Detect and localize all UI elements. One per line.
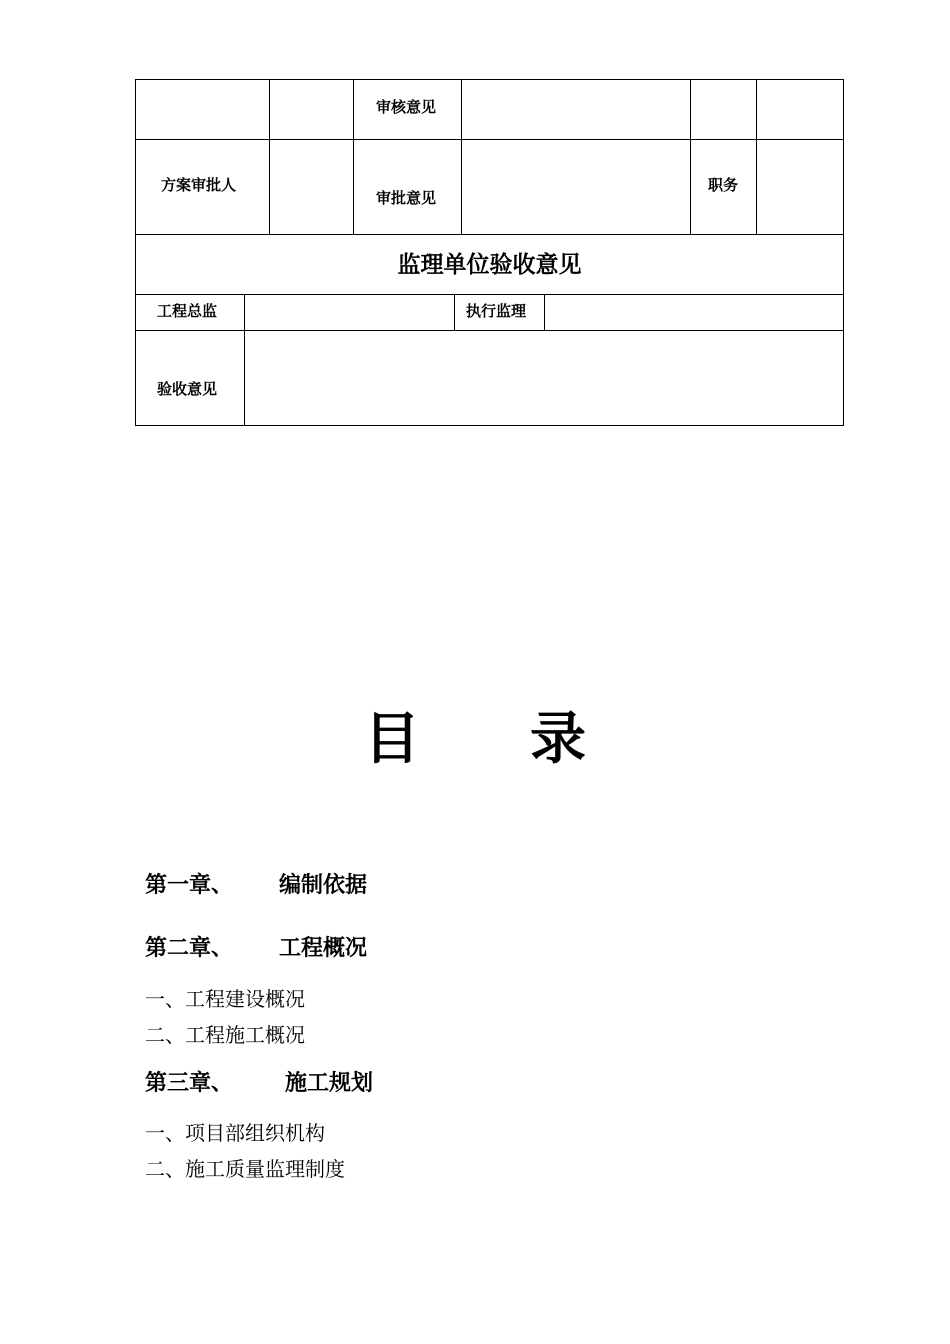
toc-item[interactable]: 一、工程建设概况	[145, 987, 305, 1011]
toc-item[interactable]: 一、项目部组织机构	[145, 1121, 325, 1145]
chapter-number: 第二章、	[145, 935, 234, 961]
table-rule	[353, 79, 354, 234]
acceptance-opinion-label: 验收意见	[157, 380, 218, 398]
table-rule	[454, 294, 455, 330]
table-rule	[269, 79, 270, 234]
table-rule	[135, 294, 844, 295]
chapter-title: 施工规划	[285, 1070, 374, 1096]
supervision-section-title: 监理单位验收意见	[397, 252, 582, 278]
plan-approver-label: 方案审批人	[161, 176, 237, 194]
table-rule	[244, 294, 245, 426]
chapter-number: 第一章、	[145, 872, 234, 898]
chief-engineer-label: 工程总监	[157, 302, 218, 320]
toc-chapter-1[interactable]	[145, 868, 367, 899]
toc-title	[0, 695, 950, 775]
toc-chapter-3[interactable]	[145, 1066, 373, 1097]
table-rule	[544, 294, 545, 330]
chapter-title: 工程概况	[279, 935, 368, 961]
toc-chapter-2[interactable]	[145, 931, 367, 962]
approval-opinion-label: 审批意见	[376, 189, 437, 207]
table-rule	[135, 139, 844, 140]
table-rule	[135, 330, 844, 331]
toc-item[interactable]: 二、施工质量监理制度	[145, 1157, 345, 1181]
toc-item[interactable]: 二、工程施工概况	[145, 1023, 305, 1047]
toc-title-right: 录	[530, 706, 586, 772]
executive-supervisor-label: 执行监理	[466, 302, 527, 320]
position-label: 职务	[708, 176, 739, 194]
table-rule	[461, 79, 462, 234]
table-rule	[690, 79, 691, 234]
table-rule	[135, 234, 844, 235]
table-rule	[756, 79, 757, 234]
review-opinion-label: 审核意见	[376, 98, 437, 116]
chapter-title: 编制依据	[279, 872, 368, 898]
toc-title-left: 目	[364, 706, 420, 772]
chapter-number: 第三章、	[145, 1070, 234, 1096]
